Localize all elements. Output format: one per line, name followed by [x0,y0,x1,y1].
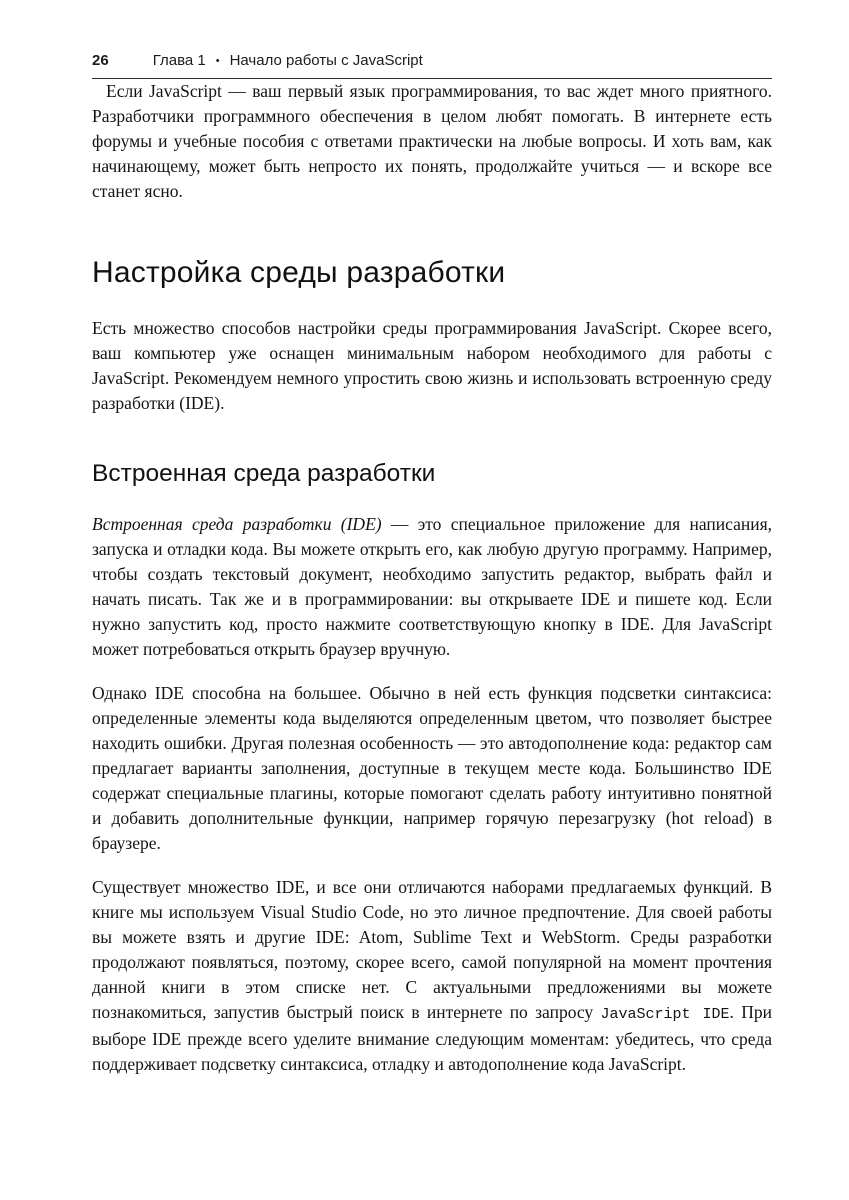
ide-paragraph-features: Однако IDE способна на большее. Обычно в ней есть функция подсветки синтаксиса: определенные элементы кода выделяются определенным цветом, что позволяет быстрее находить ошибки. Другая полезная особенность — это автодополнение кода: редактор сам предлагает варианты заполнения, доступные в текущем месте кода. Большинство IDE содержат специальные плагины, которые помогают сделать работу интуитивно понятной и добавить дополнительные функции, например горячую перезагрузку (hot reload) в браузере. [92,683,772,853]
chapter-label: Глава 1 [152,52,206,69]
book-page [92,0,772,1077]
page-header [92,52,772,69]
setup-paragraph: Есть множество способов настройки среды программирования JavaScript. Скорее всего, ваш компьютер уже оснащен минимальным набором необходимого для работы с JavaScript. Рекомендуем немного упростить свою жизнь и использовать встроенную среду разработки (IDE). [92,318,772,413]
ide-term-italic: Встроенная среда разработки (IDE) [92,514,382,534]
ide-paragraph-choices [92,875,772,1077]
ide-paragraph-definition [92,512,772,662]
section-title-ide: Встроенная среда разработки [92,460,436,487]
header-separator-bullet: • [215,55,220,67]
inline-code-javascript-ide: JavaScript IDE [600,1006,730,1023]
page-number: 26 [92,52,109,69]
intro-paragraph: Если JavaScript — ваш первый язык программирования, то вас ждет много приятного. Разработчики программного обеспечения в целом любят помогать. В интернете есть форумы и учебные пособия с ответами практически на любые вопросы. И хоть вам, как начинающему, может быть непросто их понять, продолжайте учиться — и вскоре все станет ясно. [92,81,772,201]
ide-paragraph-choices-after: . При выборе IDE прежде всего уделите внимание следующим моментам: убедитесь, что среда поддерживает подсветку синтаксиса, отладку и автодополнение кода JavaScript. [92,1002,772,1074]
chapter-title: Начало работы с JavaScript [229,52,423,69]
ide-paragraph-choices-before: Существует множество IDE, и все они отличаются наборами предлагаемых функций. В книге мы используем Visual Studio Code, но это личное предпочтение. Для своей работы вы можете взять и другие IDE: Atom, Sublime Text и WebStorm. Среды разработки продолжают появляться, поэтому, скорее всего, самой популярной на момент прочтения данной книги в этом списке нет. С актуальными предложениями вы можете познакомиться, запустив быстрый поиск в интернете по запросу [92,877,772,1022]
section-title-setup: Настройка среды разработки [92,256,506,289]
ide-paragraph-definition-rest: — это специальное приложение для написания, запуска и отладки кода. Вы можете открыть его, как любую другую программу. Например, чтобы создать текстовый документ, необходимо запустить редактор, выбрать файл и начать писать. Так же и в программировании: вы открываете IDE и пишете код. Если нужно запустить код, просто нажмите соответствующую кнопку в IDE. Для JavaScript может потребоваться открыть браузер вручную. [92,514,772,659]
